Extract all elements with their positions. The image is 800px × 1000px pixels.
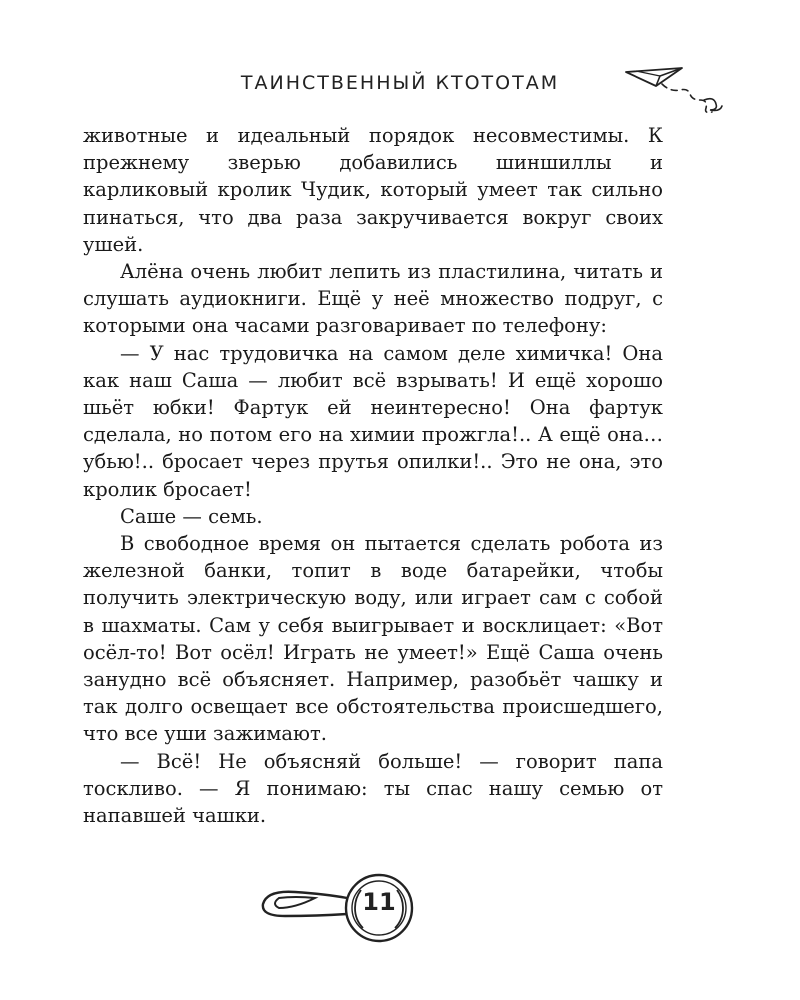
paragraph: животные и идеальный порядок несовместимы. К прежнему зверью добавились шиншиллы и карликовый кролик Чудик, который умеет так сильно пинаться, что два раза закручивается вокруг своих ушей. bbox=[83, 124, 663, 256]
paragraph: Саше — семь. bbox=[120, 504, 263, 528]
paragraph: — Всё! Не объясняй больше! — говорит папа тоскливо. — Я понимаю: ты спас нашу семью от напавшей чашки. bbox=[83, 749, 663, 828]
paper-plane-icon bbox=[622, 60, 732, 130]
page-number: 11 bbox=[362, 888, 396, 916]
paragraph: Алёна очень любит лепить из пластилина, читать и слушать аудиокниги. Ещё у неё множество подруг, с которыми она часами разговаривает по телефону: bbox=[83, 260, 663, 338]
paragraph: В свободное время он пытается сделать робота из железной банки, топит в воде батарейки, чтобы получить электрическую воду, или играет сам с собой в шахматы. Сам у себя выигрывает и восклицает: «Вот осёл-то! Вот осёл! Играть не умеет!» Ещё Саша очень занудно всё объясняет. Например, разобьёт чашку и так долго освещает все обстоятельства происшедшего, что все уши зажимают. bbox=[83, 532, 663, 746]
running-head: ТАИНСТВЕННЫЙ КТОТОТАМ bbox=[240, 72, 560, 94]
body-text bbox=[83, 122, 663, 829]
paragraph: — У нас трудовичка на самом деле химичка! Она как наш Саша — любит всё взрывать! И ещё хорошо шьёт юбки! Фартук ей неинтересно! Она фартук сделала, но потом его на химии прожгла!.. А ещё она… убью!.. бросает через прутья опилки!.. Это не она, это кролик бросает! bbox=[83, 341, 663, 501]
